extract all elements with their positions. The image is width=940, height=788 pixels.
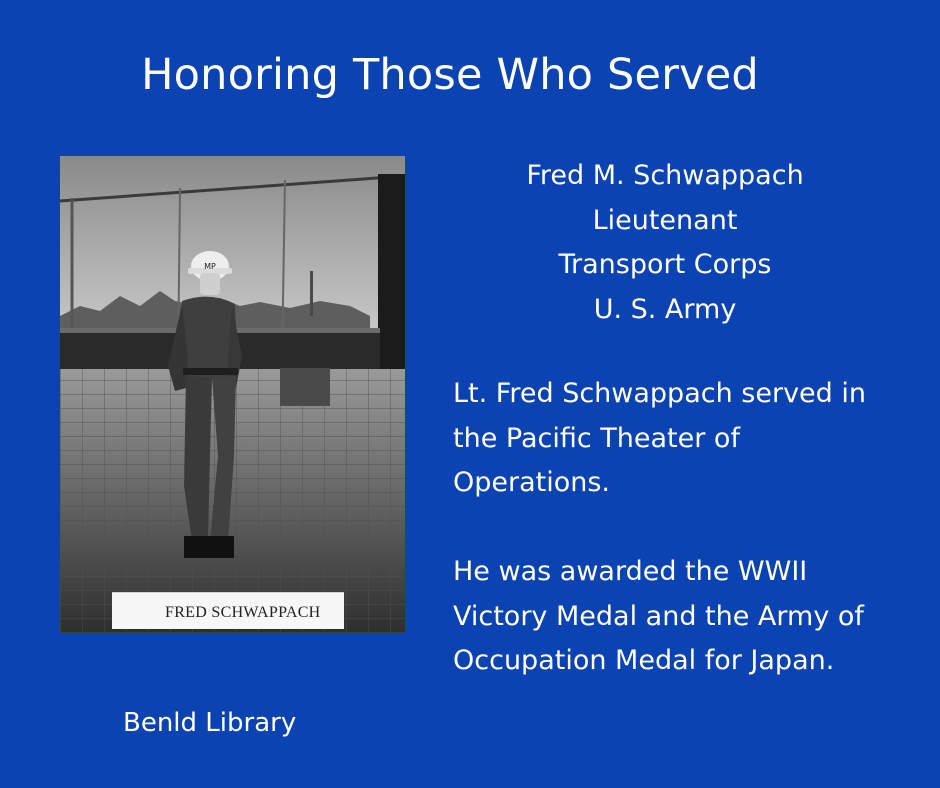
person-name: Fred M. Schwappach — [526, 160, 804, 191]
service-description: Lt. Fred Schwappach served in the Pacific Theater of Operations. — [453, 378, 866, 498]
soldier-photo — [60, 156, 405, 633]
person-identity — [455, 154, 875, 332]
library-credit: Benld Library — [123, 708, 297, 738]
photo-caption: FRED SCHWAPPACH — [165, 604, 321, 621]
awards-description: He was awarded the WWII Victory Medal and the Army of Occupation Medal for Japan. — [453, 556, 864, 676]
soldier-photo-image — [60, 156, 405, 633]
person-unit: Transport Corps — [558, 249, 772, 280]
person-rank: Lieutenant — [592, 204, 738, 236]
page-title: Honoring Those Who Served — [141, 50, 759, 100]
person-branch: U. S. Army — [593, 293, 737, 325]
helmet-marking: MP — [204, 262, 216, 271]
